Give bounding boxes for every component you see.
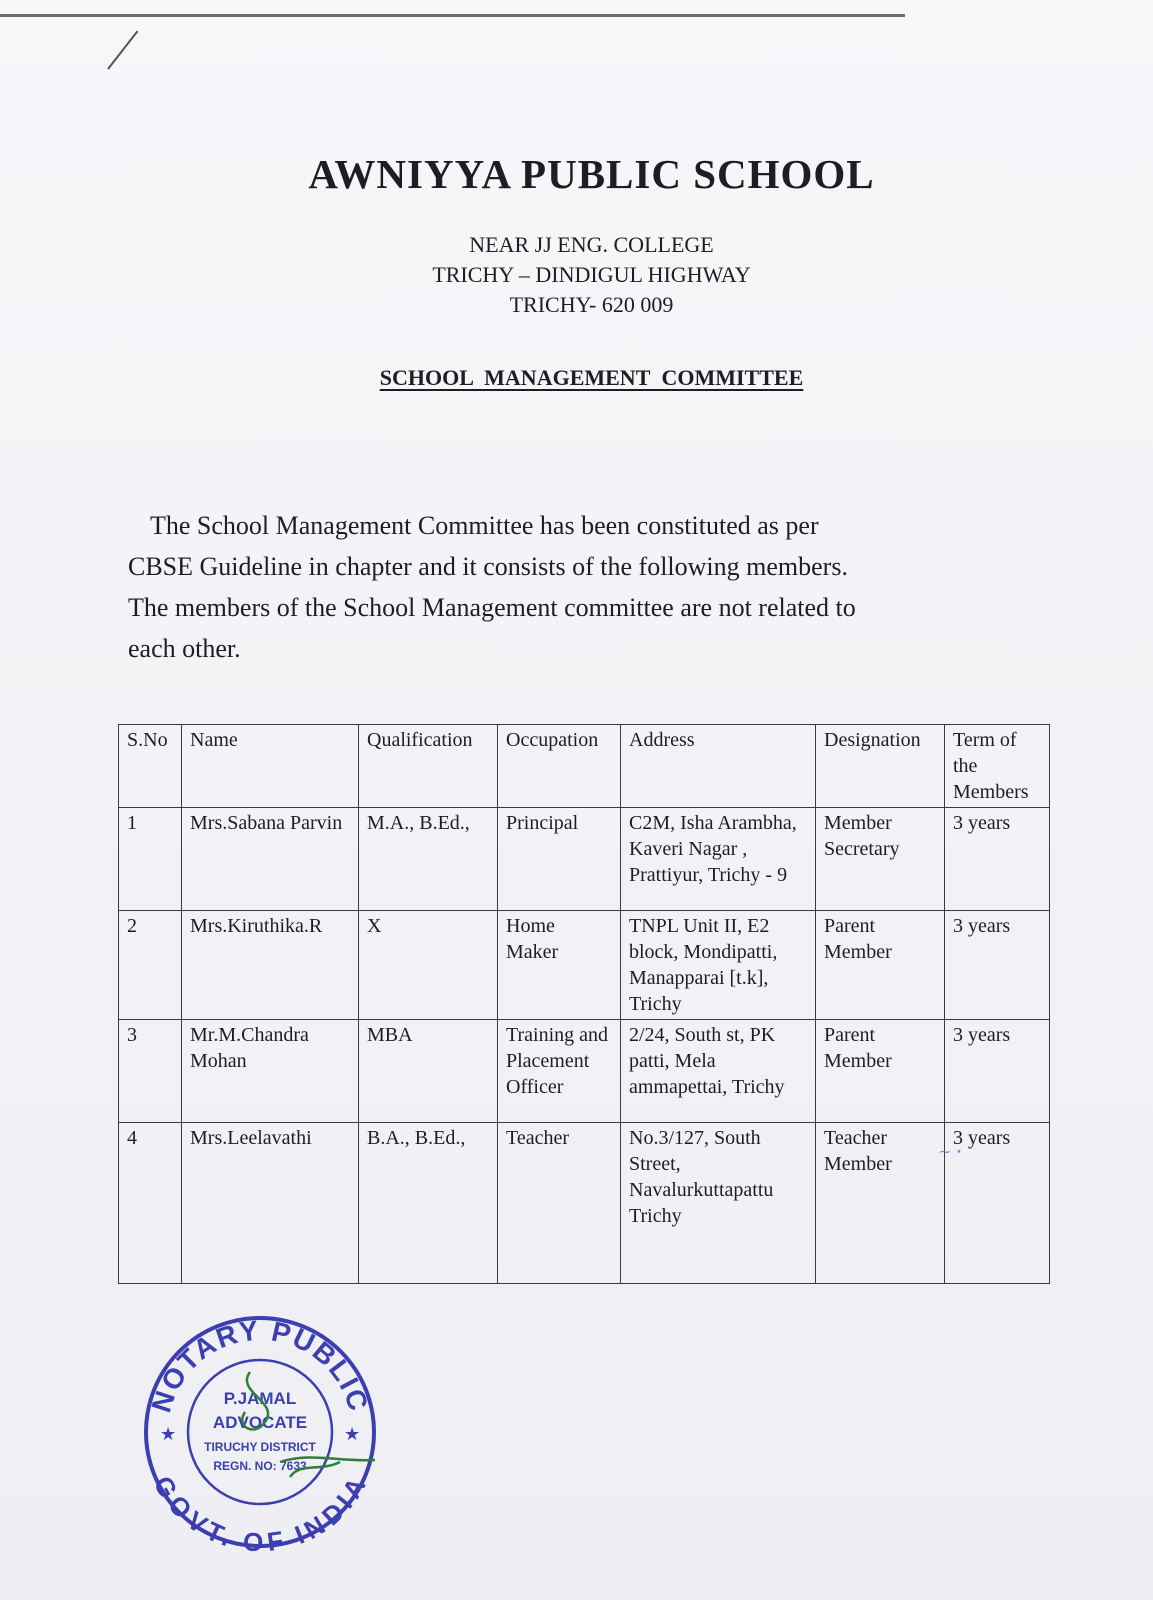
header-occupation: Occupation [498, 725, 621, 808]
cell-designation: Parent Member [816, 1020, 945, 1123]
cell-name: Mrs.Leelavathi [182, 1123, 359, 1284]
intro-line: The members of the School Management committee are not related to [128, 593, 856, 622]
pen-tick-mark [107, 31, 138, 70]
cell-designation: Member Secretary [816, 808, 945, 911]
committee-table [118, 724, 1050, 1284]
cell-address: TNPL Unit II, E2 block, Mondipatti, Manapparai [t.k], Trichy [621, 911, 816, 1020]
notary-stamp [140, 1312, 380, 1552]
cell-address: No.3/127, South Street, Navalurkuttapattu Trichy [621, 1123, 816, 1284]
scan-edge [0, 14, 905, 17]
section-title-text: SCHOOL MANAGEMENT COMMITTEE [379, 365, 804, 390]
star-icon: ★ [344, 1424, 361, 1444]
cell-sno: 1 [119, 808, 182, 911]
stamp-name: P.JAMAL [223, 1389, 297, 1408]
school-name: AWNIYYA PUBLIC SCHOOL [308, 151, 875, 197]
cell-qualification: M.A., B.Ed., [359, 808, 498, 911]
stamp-title: ADVOCATE [212, 1413, 308, 1432]
cell-term: 3 years [945, 1020, 1050, 1123]
table-header-row [119, 725, 1050, 808]
table-row [119, 1123, 1050, 1284]
cell-name: Mr.M.Chandra Mohan [182, 1020, 359, 1123]
table-row [119, 911, 1050, 1020]
cell-term: 3 years [945, 911, 1050, 1020]
header-qualification: Qualification [359, 725, 498, 808]
stamp-district: TIRUCHY DISTRICT [204, 1440, 316, 1454]
cell-term: 3 years [945, 1123, 1050, 1284]
cell-qualification: X [359, 911, 498, 1020]
section-title [0, 365, 1153, 391]
cell-sno: 2 [119, 911, 182, 1020]
cell-address: 2/24, South st, PK patti, Mela ammapettai, Trichy [621, 1020, 816, 1123]
table-row [119, 808, 1050, 911]
header-term: Term of the Members [945, 725, 1050, 808]
star-icon: ★ [160, 1424, 177, 1444]
cell-occupation: Principal [498, 808, 621, 911]
header-sno: S.No [119, 725, 182, 808]
address-line-1: NEAR JJ ENG. COLLEGE [469, 232, 714, 257]
intro-line: CBSE Guideline in chapter and it consists of the following members. [128, 552, 848, 581]
stamp-bottom-text [148, 1471, 373, 1552]
cell-occupation: Teacher [498, 1123, 621, 1284]
header-name: Name [182, 725, 359, 808]
table-row [119, 1020, 1050, 1123]
intro-line: The School Management Committee has been constituted as per [150, 511, 819, 540]
cell-qualification: MBA [359, 1020, 498, 1123]
cell-designation: Teacher Member [816, 1123, 945, 1284]
stamp-top-textpath: NOTARY PUBLIC [145, 1314, 375, 1416]
cell-sno: 3 [119, 1020, 182, 1123]
cell-sno: 4 [119, 1123, 182, 1284]
cell-name: Mrs.Sabana Parvin [182, 808, 359, 911]
cell-address: C2M, Isha Arambha, Kaveri Nagar , Prattiyur, Trichy - 9 [621, 808, 816, 911]
stamp-regn: REGN. NO: 7633 [213, 1459, 307, 1473]
address-line-3: TRICHY- 620 009 [509, 292, 674, 317]
cell-occupation: Home Maker [498, 911, 621, 1020]
stamp-bottom-textpath: GOVT. OF INDIA [147, 1470, 373, 1552]
cell-name: Mrs.Kiruthika.R [182, 911, 359, 1020]
header-designation: Designation [816, 725, 945, 808]
intro-paragraph [128, 505, 978, 669]
intro-line: each other. [128, 634, 241, 663]
header-address: Address [621, 725, 816, 808]
cell-designation: Parent Member [816, 911, 945, 1020]
cell-occupation: Training and Placement Officer [498, 1020, 621, 1123]
cell-qualification: B.A., B.Ed., [359, 1123, 498, 1284]
address-line-2: TRICHY – DINDIGUL HIGHWAY [432, 262, 751, 287]
cell-term: 3 years [945, 808, 1050, 911]
ink-scribble-mark: ~ ꞏ [938, 1142, 962, 1161]
